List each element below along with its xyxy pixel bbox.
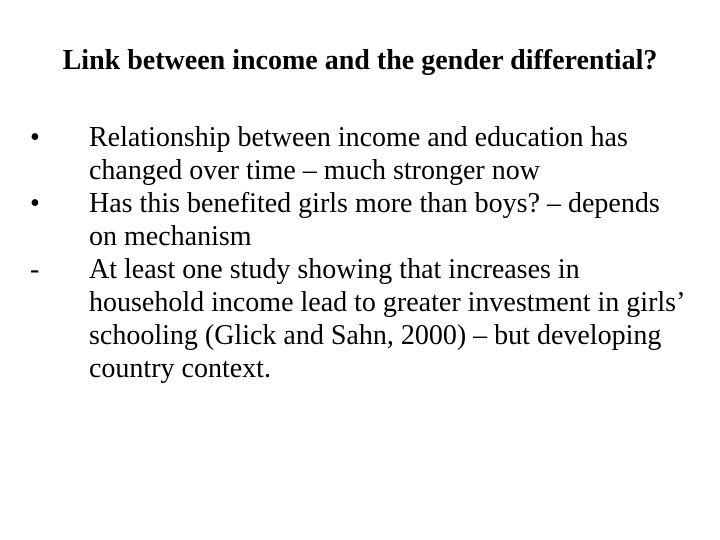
study-text: At least one study showing that increases in household income lead to greater investment in girls’ schooling (Glick and Sahn, 2000) – but developing country context. <box>89 254 684 384</box>
slide-body <box>30 121 690 385</box>
bullet-item-income-education <box>30 121 690 187</box>
bullet-text: Has this benefited girls more than boys? – depends on mechanism <box>89 188 660 252</box>
bullet-text: Relationship between income and education has changed over time – much stronger now <box>89 122 628 186</box>
slide-title: Link between income and the gender differential? <box>62 45 658 76</box>
bullet-marker: • <box>30 122 40 153</box>
bullet-item-girls-boys <box>30 187 690 253</box>
dash-item-study <box>30 253 690 385</box>
dash-marker: - <box>30 254 40 285</box>
bullet-marker: • <box>30 188 40 219</box>
